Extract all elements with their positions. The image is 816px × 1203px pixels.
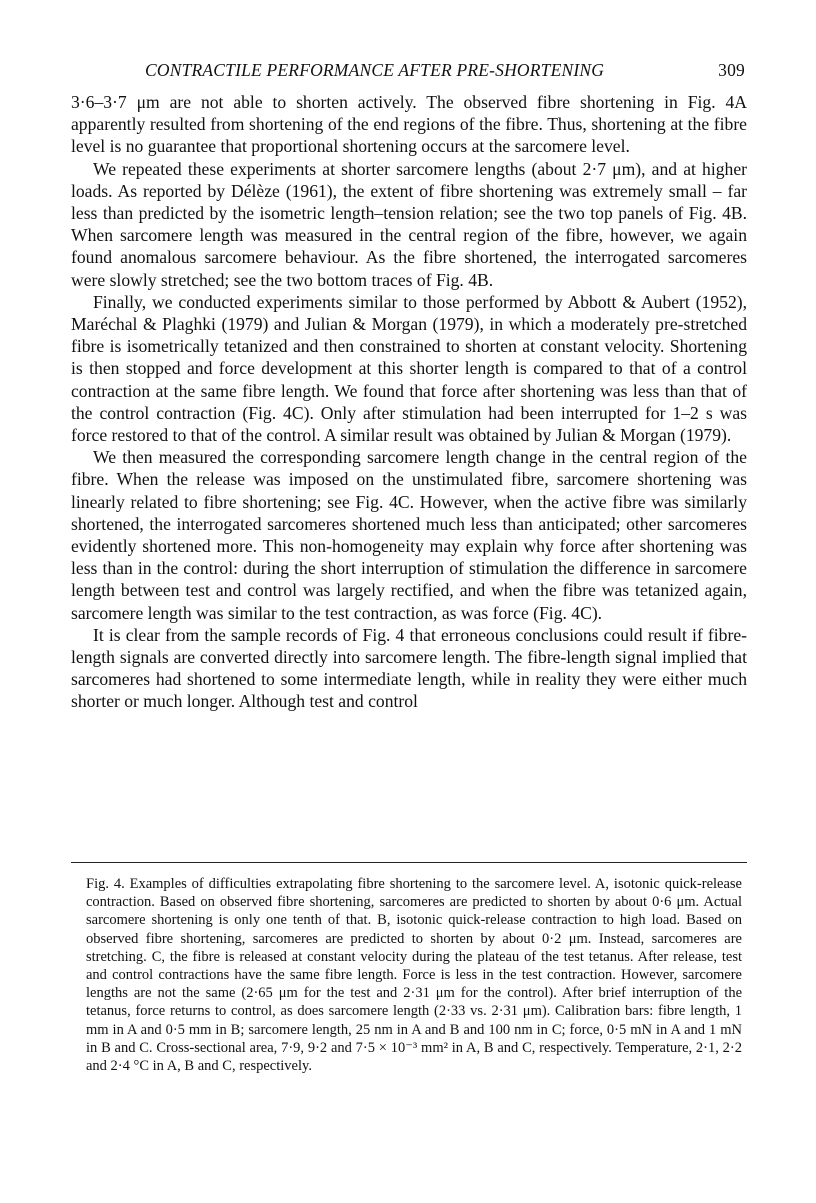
paragraph-constant-velocity: Finally, we conducted experiments similar to those performed by Abbott & Aubert (1952), Maréchal & Plaghki (1979) and Julian & Morgan (1979), in which a moderately pre-stretched fibre is isometrically tetanized and then constrained to shorten at constant velocity. Shortening is then stopped and force development at this shorter length is compared to that of a control contraction at the same fibre length. We found that force after shortening was less than that of the control contraction (Fig. 4C). Only after stimulation had been interrupted for 1–2 s was force restored to that of the control. A similar result was obtained by Julian & Morgan (1979). (71, 291, 747, 446)
paragraph-sarcomere-length-change: We then measured the corresponding sarcomere length change in the central region of the fibre. When the release was imposed on the unstimulated fibre, sarcomere shortening was linearly related to fibre shortening; see Fig. 4C. However, when the active fibre was similarly shortened, the interrogated sarcomeres shortened much less than anticipated; other sarcomeres evidently shortened more. This non-homogeneity may explain why force after shortening was less than in the control: during the short interruption of stimulation the difference in sarcomere length between test and control was largely rectified, and when the fibre was tetanized again, sarcomere length was similar to the test contraction, as was force (Fig. 4C). (71, 447, 747, 623)
paragraph-erroneous-conclusions: It is clear from the sample records of Fig. 4 that erroneous conclusions could result if fibre-length signals are converted directly into sarcomere length. The fibre-length signal implied that sarcomeres had shortened to some intermediate length, while in reality they were either much shorter or much longer. Although test and control (71, 624, 747, 712)
running-head (145, 60, 745, 82)
running-title: CONTRACTILE PERFORMANCE AFTER PRE-SHORTENING (145, 60, 605, 80)
paragraph-continued: 3·6–3·7 μm are not able to shorten actively. The observed fibre shortening in Fig. 4A apparently resulted from shortening of the end regions of the fibre. Thus, shortening at the fibre level is no guarantee that proportional shortening occurs at the sarcomere level. (71, 92, 747, 157)
body-text (71, 91, 747, 713)
figure-caption: Fig. 4. Examples of difficulties extrapolating fibre shortening to the sarcomere level. A, isotonic quick-release contraction. Based on observed fibre shortening, sarcomeres are predicted to shorten by about 0·6 μm. Actual sarcomere shortening is only one tenth of that. B, isotonic quick-release contraction to high load. Based on observed fibre shortening, sarcomeres are predicted to shorten by about 0·2 μm. Instead, sarcomeres are stretching. C, the fibre is released at constant velocity during the plateau of the test tetanus. After release, test and control contractions have the same fibre length. Force is less in the test contraction. However, sarcomere lengths are not the same (2·65 μm for the test and 2·31 μm for the control). After brief interruption of the tetanus, force returns to control, as does sarcomere length (2·33 vs. 2·31 μm). Calibration bars: fibre length, 1 mm in A and 0·5 mm in B; sarcomere length, 25 nm in A and B and 100 nm in C; force, 0·5 mN in A and 1 mN in B and C. Cross-sectional area, 7·9, 9·2 and 7·5 × 10⁻³ mm² in A, B and C, respectively. Temperature, 2·1, 2·2 and 2·4 °C in A, B and C, respectively. (86, 876, 742, 1075)
caption-divider (71, 862, 747, 863)
paragraph-shorter-sarcomere: We repeated these experiments at shorter sarcomere lengths (about 2·7 μm), and at higher loads. As reported by Délèze (1961), the extent of fibre shortening was extremely small – far less than predicted by the isometric length–tension relation; see the two top panels of Fig. 4B. When sarcomere length was measured in the central region of the fibre, however, we again found anomalous sarcomere behaviour. As the fibre shortened, the interrogated sarcomeres were slowly stretched; see the two bottom traces of Fig. 4B. (71, 158, 747, 290)
page-number: 309 (718, 60, 745, 80)
